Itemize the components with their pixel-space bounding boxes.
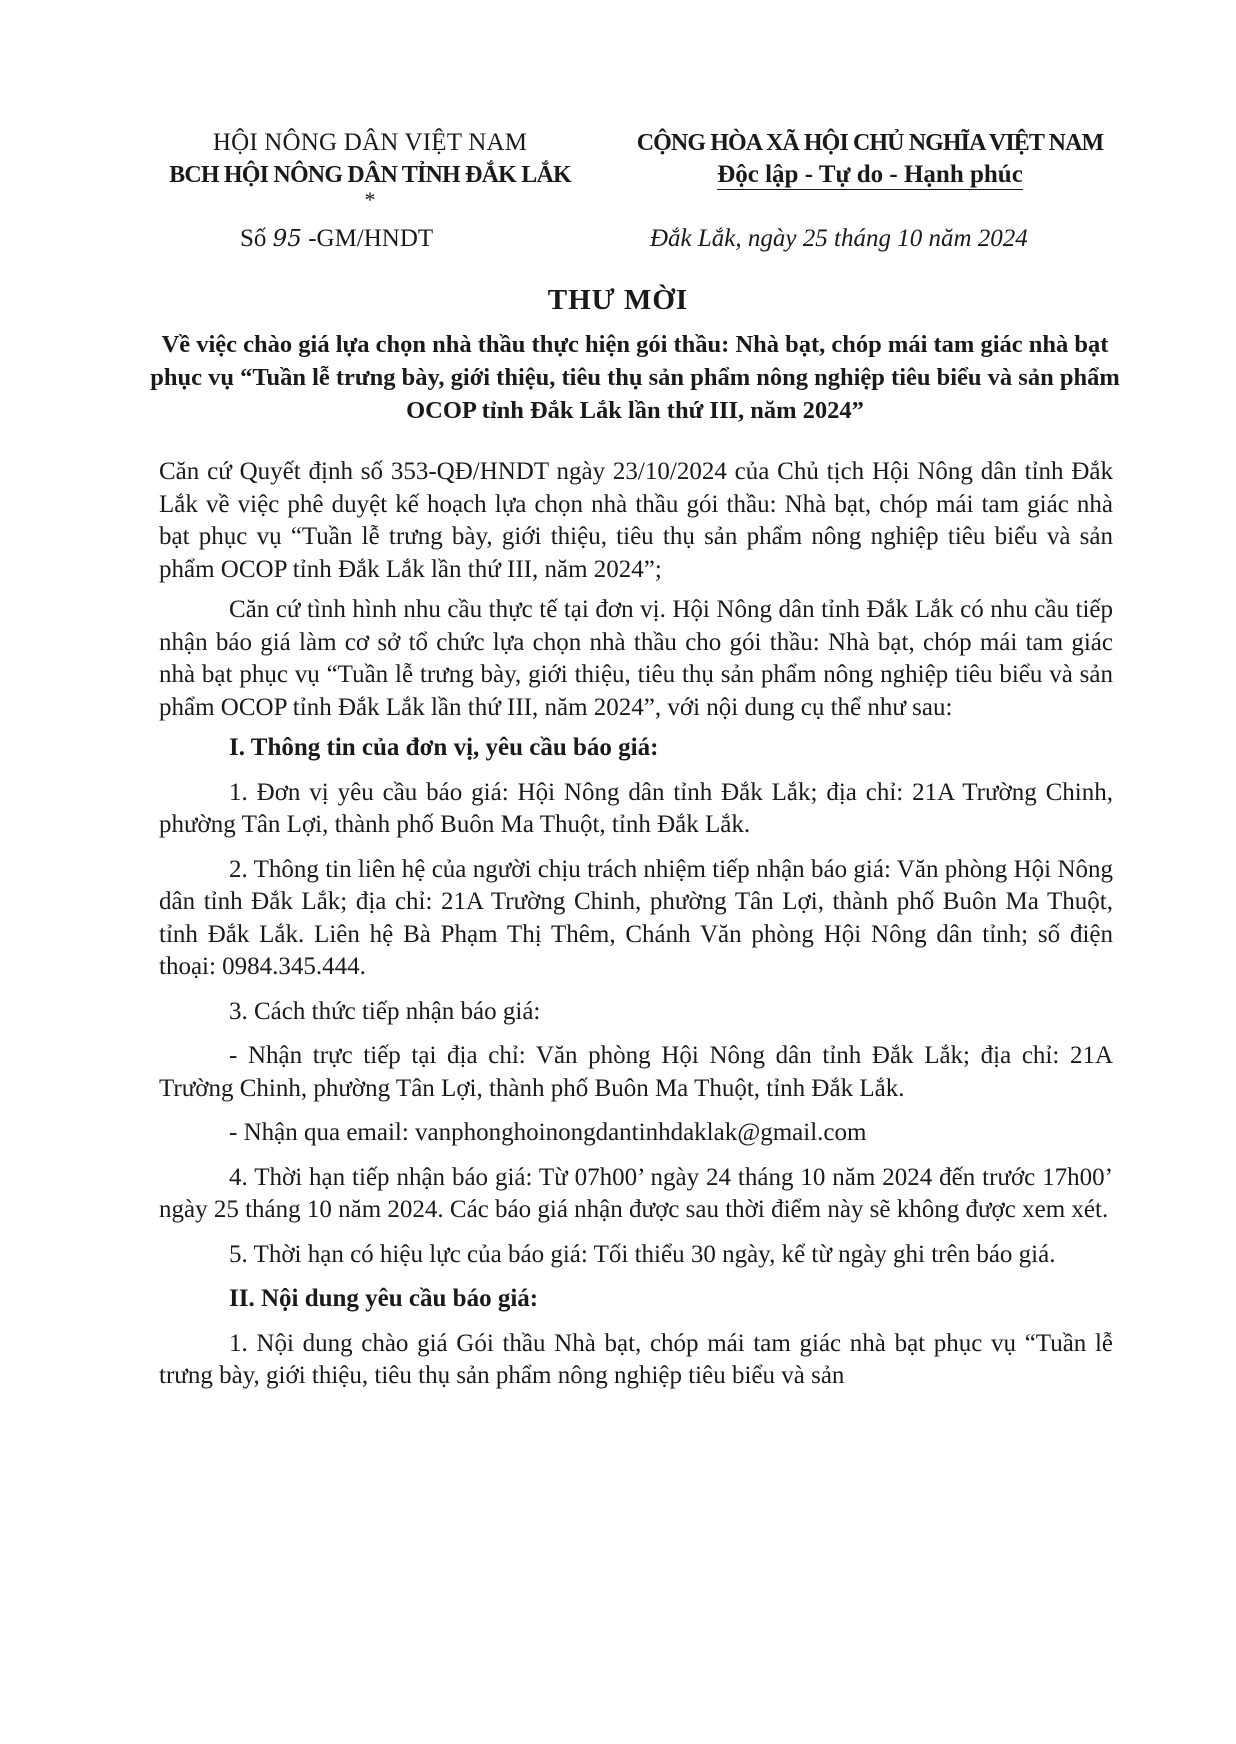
issuing-organization (140, 127, 600, 212)
document-subtitle: Về việc chào giá lựa chọn nhà thầu thực hiện gói thầu: Nhà bạt, chóp mái tam giác nhà bạt phục vụ “Tuần lễ trưng bày, giới thiệu, tiêu thụ sản phẩm nông nghiệp tiêu biểu và sản phẩm OCOP tỉnh Đắk Lắk lần thứ III, năm 2024” (150, 331, 1120, 424)
national-title: CỘNG HÒA XÃ HỘI CHỦ NGHĨA VIỆT NAM (636, 130, 1104, 156)
section-heading-2: II. Nội dung yêu cầu báo giá: (229, 1285, 539, 1312)
paragraph-needs: Căn cứ tình hình nhu cầu thực tế tại đơn vị. Hội Nông dân tỉnh Đắk Lắk có nhu cầu tiếp nhận báo giá làm cơ sở tổ chức lựa chọn nhà thầu cho gói thầu: Nhà bạt, chóp mái tam giác nhà bạt phục vụ “Tuần lễ trưng bày, giới thiệu, tiêu thụ sản phẩm nông nghiệp tiêu biểu và sản phẩm OCOP tỉnh Đắk Lắk lần thứ III, năm 2024”, với nội dung cụ thể như sau: (159, 596, 1113, 721)
document-body (159, 456, 1113, 1393)
list-item-4: 4. Thời hạn tiếp nhận báo giá: Từ 07h00’ ngày 24 tháng 10 năm 2024 đến trước 17h00’ ngày 25 tháng 10 năm 2024. Các báo giá nhận được sau thời điểm này sẽ không được xem xét. (159, 1163, 1113, 1223)
number-suffix: -GM/HNDT (301, 225, 434, 252)
org-name-line2: BCH HỘI NÔNG DÂN TỈNH ĐẮK LẮK (169, 162, 571, 188)
place-and-date: Đắk Lắk, ngày 25 tháng 10 năm 2024 (650, 225, 1028, 252)
list-item-1: 1. Đơn vị yêu cầu báo giá: Hội Nông dân tỉnh Đắk Lắk; địa chỉ: 21A Trường Chinh, phường Tân Lợi, thành phố Buôn Ma Thuột, tỉnh Đắk Lắk. (159, 778, 1113, 838)
list-item-6: 1. Nội dung chào giá Gói thầu Nhà bạt, chóp mái tam giác nhà bạt phục vụ “Tuần lễ trưng bày, giới thiệu, tiêu thụ sản phẩm nông nghiệp tiêu biểu và sản (159, 1329, 1113, 1389)
document-title: THƯ MỜI (547, 284, 689, 316)
list-item-2: 2. Thông tin liên hệ của người chịu trách nhiệm tiếp nhận báo giá: Văn phòng Hội Nông dân tỉnh Đắk Lắk; địa chỉ: 21A Trường Chinh, phường Tân Lợi, thành phố Buôn Ma Thuột, tỉnh Đắk Lắk. Liên hệ Bà Phạm Thị Thêm, Chánh Văn phòng Hội Nông dân tỉnh; số điện thoại: 0984.345.444. (159, 855, 1113, 980)
list-item-3a: - Nhận trực tiếp tại địa chỉ: Văn phòng Hội Nông dân tỉnh Đắk Lắk; địa chỉ: 21A Trường Chinh, phường Tân Lợi, thành phố Buôn Ma Thuột, tỉnh Đắk Lắk. (159, 1042, 1113, 1102)
paragraph-legal-basis: Căn cứ Quyết định số 353-QĐ/HNDT ngày 23/10/2024 của Chủ tịch Hội Nông dân tỉnh Đắk Lắk về việc phê duyệt kế hoạch lựa chọn nhà thầu gói thầu: Nhà bạt, chóp mái tam giác nhà bạt phục vụ “Tuần lễ trưng bày, giới thiệu, tiêu thụ sản phẩm nông nghiệp tiêu biểu và sản phẩm OCOP tỉnh Đắk Lắk lần thứ III, năm 2024”; (159, 458, 1113, 583)
list-item-3b: - Nhận qua email: vanphonghoinongdantinhdaklak@gmail.com (229, 1119, 867, 1146)
list-item-5: 5. Thời hạn có hiệu lực của báo giá: Tối thiểu 30 ngày, kể từ ngày ghi trên báo giá. (229, 1240, 1056, 1268)
list-item-3: 3. Cách thức tiếp nhận báo giá: (229, 997, 541, 1025)
handwritten-number: 95 (272, 226, 302, 252)
national-motto: Độc lập - Tự do - Hạnh phúc (717, 161, 1023, 188)
section-heading-1: I. Thông tin của đơn vị, yêu cầu báo giá: (229, 734, 659, 761)
number-prefix: Số (240, 225, 273, 252)
org-name-line1: HỘI NÔNG DÂN VIỆT NAM (212, 129, 528, 156)
national-heading (600, 127, 1140, 191)
org-star: * (364, 187, 376, 212)
document-number (240, 225, 433, 253)
